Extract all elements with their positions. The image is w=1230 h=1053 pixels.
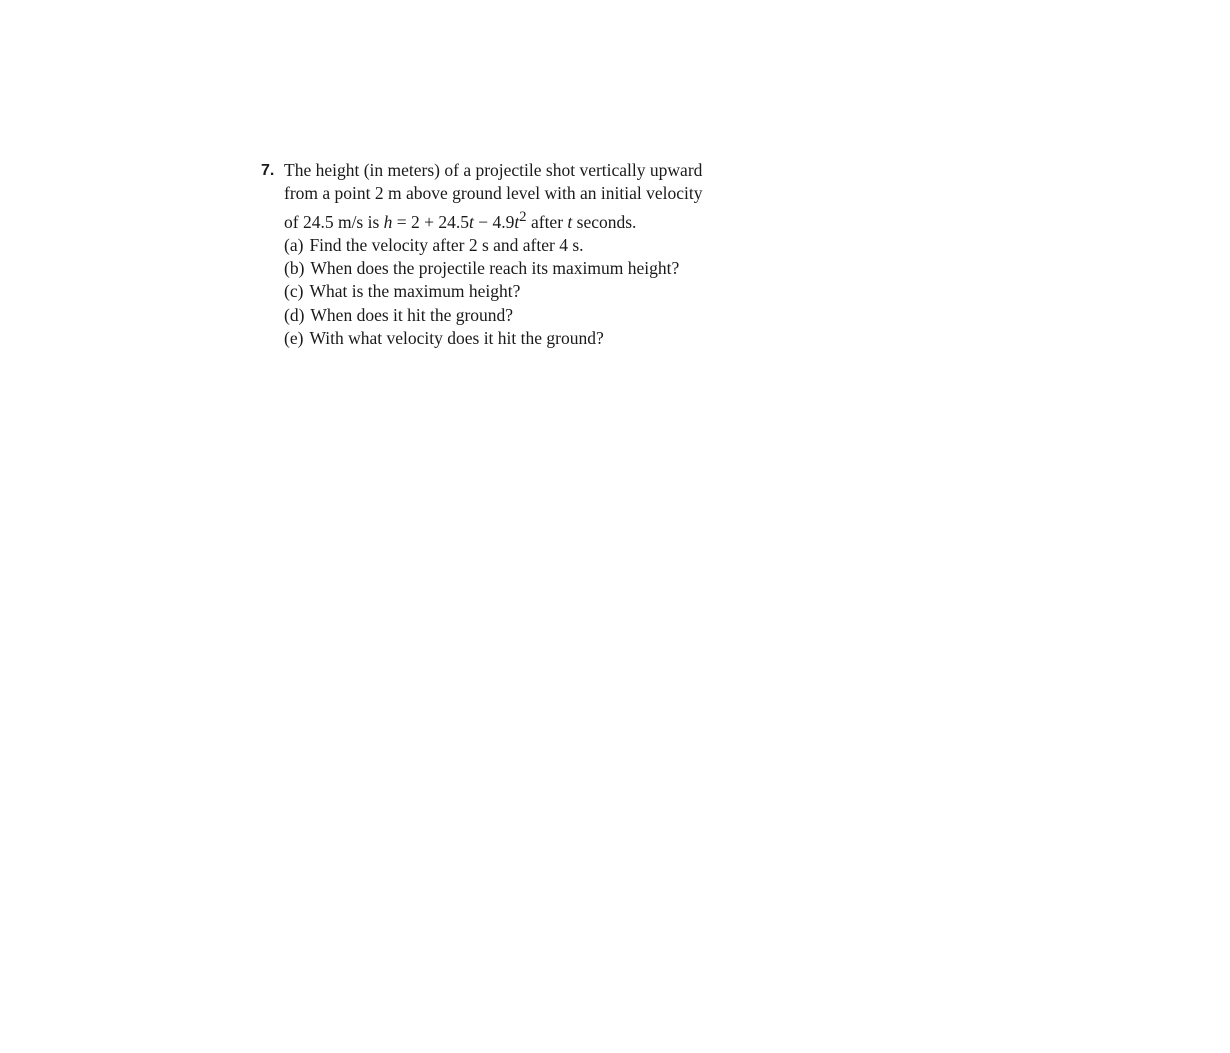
equation-var-t3: t — [567, 211, 573, 232]
equation-var-t2: t — [514, 211, 520, 232]
problem-header — [261, 159, 781, 234]
part-a — [284, 234, 781, 257]
stem-line-2: from a point 2 m above ground level with an initial velocity — [284, 183, 703, 204]
problem-stem — [284, 159, 781, 234]
part-letter: (d) — [284, 304, 305, 325]
equation-prefix: of 24.5 m/s is — [284, 211, 384, 232]
equation-after: after — [526, 211, 568, 232]
equation-suffix: seconds. — [572, 211, 637, 232]
equation-var-h: h — [383, 211, 393, 232]
part-b — [284, 257, 781, 280]
part-text: When does the projectile reach its maximum height? — [310, 258, 680, 279]
part-text: Find the velocity after 2 s and after 4 s. — [309, 234, 584, 255]
part-letter: (b) — [284, 258, 305, 279]
problem-number: 7. — [261, 162, 275, 179]
part-letter: (a) — [284, 234, 304, 255]
stem-line-1: The height (in meters) of a projectile shot vertically upward — [284, 160, 703, 180]
part-text: With what velocity does it hit the ground? — [309, 327, 604, 348]
part-d — [284, 304, 781, 327]
part-text: When does it hit the ground? — [310, 304, 514, 325]
part-letter: (c) — [284, 281, 304, 302]
problem-block — [261, 159, 781, 350]
part-text: What is the maximum height? — [309, 281, 521, 302]
equation-minus: − 4.9 — [473, 211, 515, 232]
equation-exponent: 2 — [519, 208, 527, 225]
problem-parts — [284, 234, 781, 350]
part-letter: (e) — [284, 327, 304, 348]
stem-equation-line — [284, 206, 781, 234]
equation-eq1: = 2 + 24.5 — [392, 211, 470, 232]
part-e — [284, 327, 781, 350]
part-c — [284, 280, 781, 303]
equation-var-t1: t — [469, 211, 474, 232]
